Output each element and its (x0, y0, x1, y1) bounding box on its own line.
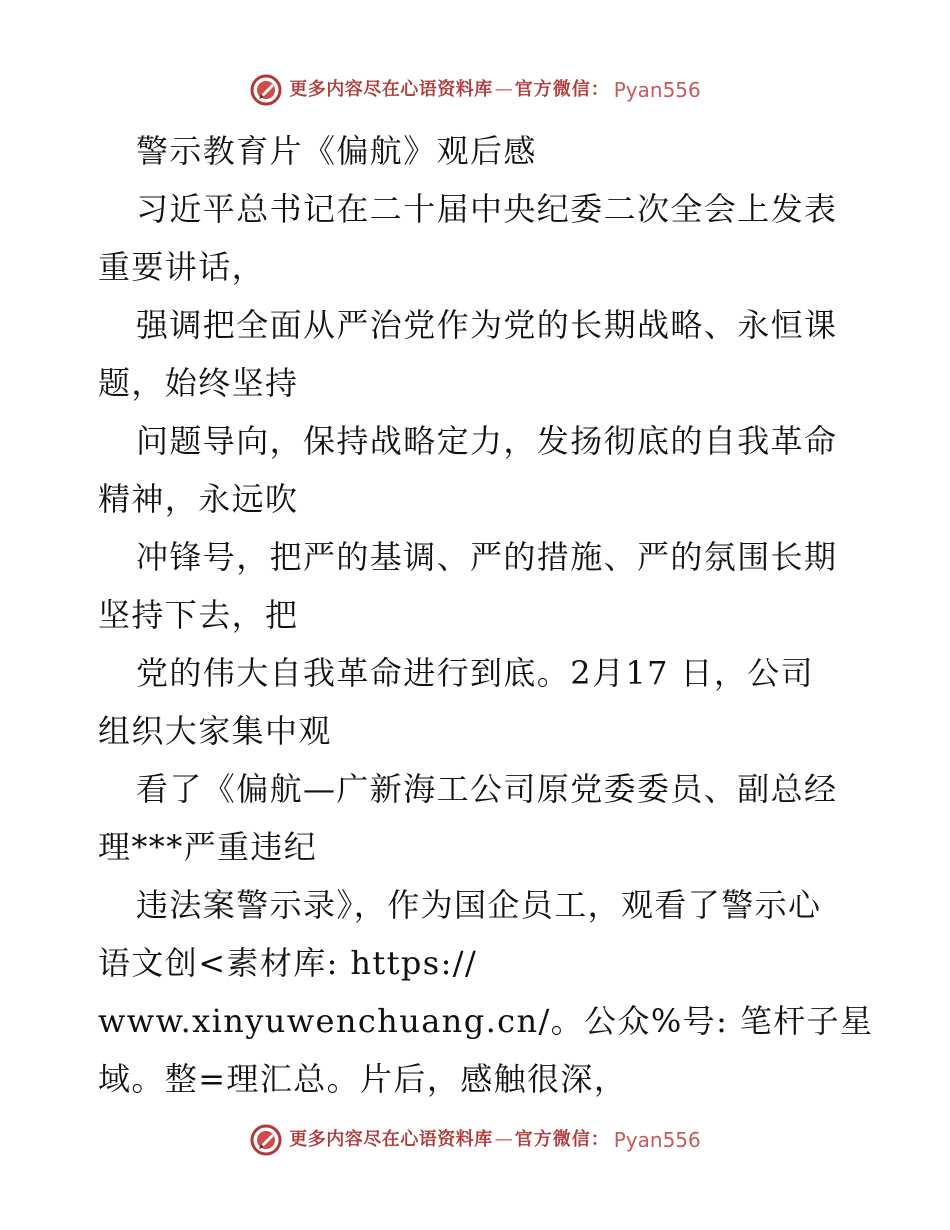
paragraph-line: 党的伟大自我革命进行到底。2月17 日，公司 (136, 654, 815, 692)
paragraph-line: 习近平总书记在二十届中央纪委二次全会上发表 (136, 190, 838, 228)
watermark-text: 更多内容尽在心语资料库 (289, 79, 493, 100)
document-title: 警示教育片《偏航》观后感 (136, 132, 537, 170)
watermark-wechat-id: Pyan556 (613, 1128, 701, 1152)
header-watermark (0, 72, 950, 108)
watermark-wechat-id: Pyan556 (613, 78, 701, 102)
watermark-separator: — (494, 1129, 513, 1150)
watermark-wechat-label: 官方微信： (514, 1129, 610, 1150)
pen-logo-icon (249, 1123, 283, 1157)
paragraph-line: 坚持下去，把 (98, 596, 299, 634)
paragraph-line: 看了《偏航—广新海工公司原党委委员、副总经 (136, 770, 838, 808)
paragraph-line: 精神，永远吹 (98, 480, 299, 518)
paragraph-line: 重要讲话， (98, 248, 266, 286)
paragraph-line: 强调把全面从严治党作为党的长期战略、永恒课 (136, 306, 838, 344)
footer-watermark (0, 1122, 950, 1158)
paragraph-line: www.xinyuwenchuang.cn/。公众%号: 笔杆子星 (98, 1002, 874, 1040)
paragraph-line: 语文创<素材库: https:// (98, 944, 478, 982)
paragraph-line: 域。整=理汇总。片后，感触很深， (98, 1060, 628, 1098)
document-body (98, 122, 874, 1108)
watermark-wechat-label: 官方微信： (514, 79, 610, 100)
paragraph-line: 题，始终坚持 (98, 364, 299, 402)
pen-logo-icon (249, 73, 283, 107)
paragraph-line: 组织大家集中观 (98, 712, 332, 750)
paragraph-line: 违法案警示录》，作为国企员工，观看了警示心 (136, 886, 822, 924)
watermark-text: 更多内容尽在心语资料库 (289, 1129, 493, 1150)
paragraph-line: 理***严重违纪 (98, 828, 318, 866)
paragraph-line: 问题导向，保持战略定力，发扬彻底的自我革命 (136, 422, 838, 460)
watermark-separator: — (494, 79, 513, 100)
paragraph-line: 冲锋号，把严的基调、严的措施、严的氛围长期 (136, 538, 838, 576)
